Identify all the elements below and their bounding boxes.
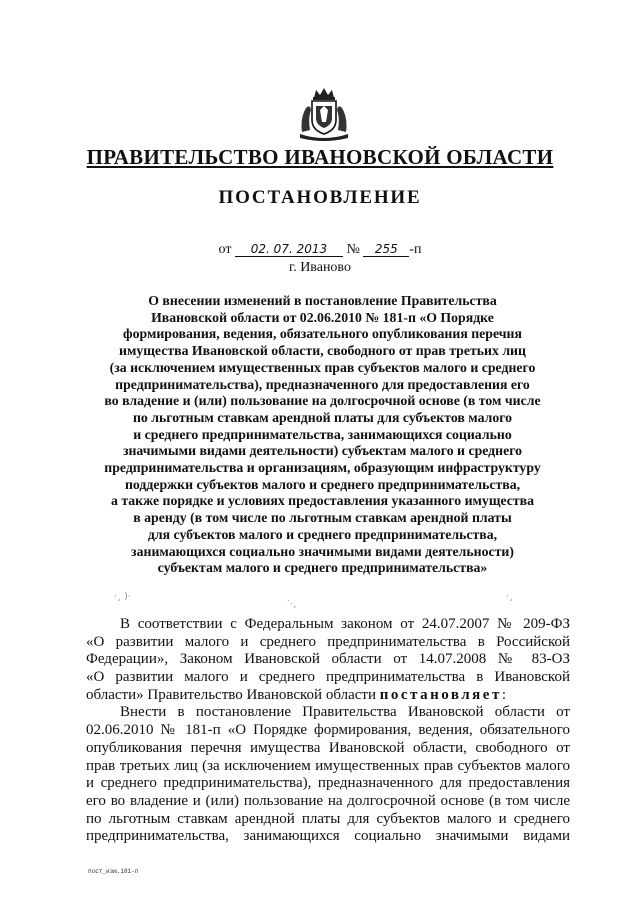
body-line: Внести в постановление Правительства Ивановской области от xyxy=(120,704,570,721)
body-line-text: области» Правительство Ивановской области xyxy=(86,686,376,703)
subject-line: в аренду (в том числе по льготным ставкам арендной платы xyxy=(133,510,512,526)
subject-line: О внесении изменений в постановление Правительства xyxy=(148,293,497,308)
body-line: его во владение и (или) пользование на долгосрочной основе (в том числе xyxy=(86,792,570,809)
subject-line: предпринимательства и организациям, образующим инфраструктуру xyxy=(104,460,541,476)
body-line: опубликования перечня имущества Ивановской области, свободного от xyxy=(86,739,570,756)
document-subject xyxy=(80,293,565,577)
body-line: Федерации», Законом Ивановской области от 14.07.2008 № 83-ОЗ xyxy=(86,651,570,668)
body-line: «О развитии малого и среднего предпринимательства в Ивановской xyxy=(86,669,570,686)
subject-line: формирования, ведения, обязательного опубликования перечня xyxy=(123,326,522,342)
resolves-colon: : xyxy=(501,686,506,703)
subject-line: а также порядке и условиях предоставления указанного имущества xyxy=(110,493,535,509)
scan-mark: ·¸ xyxy=(506,592,514,602)
body-line: по льготным ставкам арендной платы для субъектов малого и среднего xyxy=(86,810,570,827)
subject-line: по льготным ставкам арендной платы для субъектов малого xyxy=(132,409,513,425)
subject-line: и среднего предпринимательства, занимающихся социально xyxy=(133,426,512,442)
body-line: и среднего предпринимательства), предназначенного для предоставления xyxy=(86,775,570,792)
coat-of-arms-emblem xyxy=(294,84,354,144)
body-line xyxy=(86,687,570,705)
body-line: прав третьих лиц (за исключением имущественных прав субъектов малого xyxy=(86,757,570,774)
subject-line: поддержки субъектов малого и среднего предпринимательства, xyxy=(124,476,521,492)
subject-line: Ивановской области от 02.06.2010 № 181-п «О Порядке xyxy=(151,309,494,325)
document-type-title: ПОСТАНОВЛЕНИЕ xyxy=(218,187,422,208)
subject-line: во владение и (или) пользование на долгосрочной основе (в том числе xyxy=(104,393,541,409)
government-title: ПРАВИТЕЛЬСТВО ИВАНОВСКОЙ ОБЛАСТИ xyxy=(86,145,554,169)
scan-mark: ·¸ )· xyxy=(114,592,131,602)
footer-code: пост_изм.181-п xyxy=(88,868,139,875)
number-suffix: -п xyxy=(409,242,422,257)
handwritten-date: 02. 07. 2013 xyxy=(235,242,343,257)
subject-line: (за исключением имущественных прав субъектов малого и среднего xyxy=(109,359,536,375)
city-name: г. Иваново xyxy=(289,260,351,275)
subject-line: предпринимательства), предназначенного для предоставления его xyxy=(115,376,530,392)
body-line: «О развитии малого и среднего предпринимательства в Российской xyxy=(86,633,570,650)
date-prefix: от xyxy=(218,242,232,257)
body-line: предпринимательства, занимающихся социально значимыми видами xyxy=(86,828,570,845)
date-number-line xyxy=(0,242,640,258)
subject-line: имущества Ивановской области, свободного от прав третьих лиц xyxy=(119,343,526,359)
handwritten-number: 255 xyxy=(363,242,409,257)
subject-line: значимыми видами деятельности) субъектам малого и среднего xyxy=(122,443,523,459)
resolves-word: постановляет xyxy=(379,686,502,703)
number-sign: № xyxy=(346,242,360,257)
body-line: 02.06.2010 № 181-п «О Порядке формирования, ведения, обязательного xyxy=(86,722,570,739)
document-body xyxy=(86,616,570,846)
body-line: В соответствии с Федеральным законом от 24.07.2007 № 209-ФЗ xyxy=(120,616,570,632)
subject-line: занимающихся социально значимыми видами деятельности) xyxy=(131,543,514,559)
subject-line: субъектам малого и среднего предпринимательства» xyxy=(157,560,488,576)
scan-mark: ˙·‚ xyxy=(286,600,297,610)
subject-line: для субъектов малого и среднего предпринимательства, xyxy=(147,526,498,542)
